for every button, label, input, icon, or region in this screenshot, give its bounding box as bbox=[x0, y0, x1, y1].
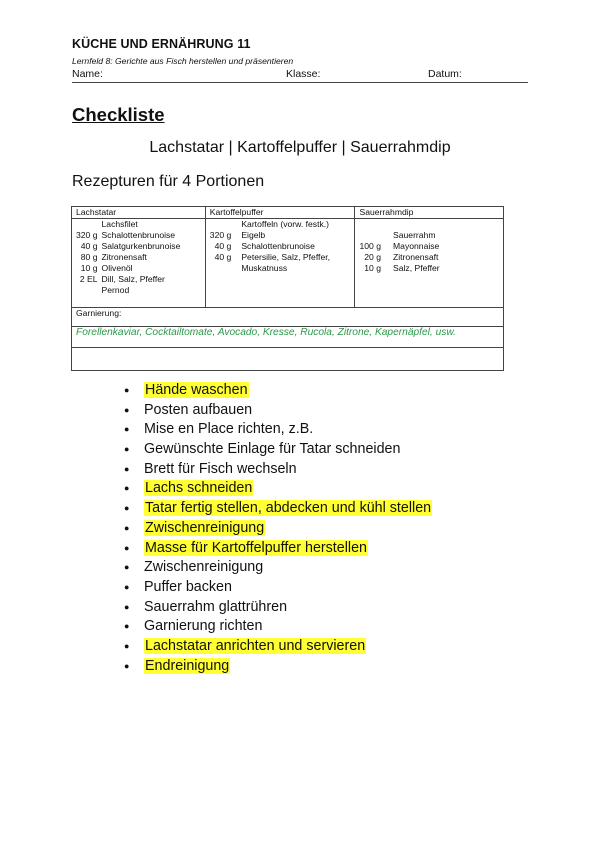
amount-line bbox=[76, 285, 98, 296]
bullet-icon: ● bbox=[124, 503, 130, 514]
bullet-icon: ● bbox=[124, 562, 130, 573]
kartoffelpuffer-ingredients bbox=[205, 219, 355, 308]
ingredient-line: Salz, Pfeffer bbox=[393, 263, 440, 273]
bullet-icon: ● bbox=[124, 621, 130, 632]
amount-line: 320 g bbox=[76, 230, 98, 240]
empty-row bbox=[72, 348, 504, 371]
lachstatar-items bbox=[102, 219, 181, 307]
student-info-line bbox=[72, 68, 528, 83]
sauerrahmdip-ingredients bbox=[355, 219, 504, 308]
col-header-kartoffelpuffer: Kartoffelpuffer bbox=[205, 207, 355, 219]
amount-line: 40 g bbox=[214, 252, 232, 262]
ingredient-line: Zitronensaft bbox=[101, 252, 147, 262]
amount-line: 100 g bbox=[359, 241, 381, 251]
checklist-item-text: Tatar fertig stellen, abdecken und kühl stellen bbox=[145, 500, 432, 517]
checklist-item-text: Zwischenreinigung bbox=[145, 519, 265, 536]
amount-line: 20 g bbox=[364, 252, 381, 262]
lernfeld-subtitle: Lernfeld 8: Gerichte aus Fisch herstellen und präsentieren bbox=[72, 56, 294, 66]
ingredient-line: Salatgurkenbrunoise bbox=[101, 241, 181, 251]
garnish-label: Garnierung: bbox=[72, 308, 504, 327]
name-label: Name: bbox=[72, 68, 103, 80]
checklist-item-text: Masse für Kartoffelpuffer herstellen bbox=[145, 539, 367, 556]
recipe-table bbox=[71, 206, 504, 371]
checklist-item bbox=[124, 657, 432, 677]
bullet-icon: ● bbox=[124, 581, 130, 592]
checklist-item-text: Brett für Fisch wechseln bbox=[144, 460, 297, 477]
bullet-icon: ● bbox=[124, 522, 130, 533]
ingredient-line: Zitronensaft bbox=[393, 252, 439, 262]
checklist-item bbox=[124, 539, 432, 559]
ingredient-line: Petersilie, Salz, Pfeffer, bbox=[241, 252, 330, 262]
dishes-line: Lachstatar | Kartoffelpuffer | Sauerrahmdip bbox=[149, 139, 451, 156]
portions-heading: Rezepturen für 4 Portionen bbox=[72, 173, 265, 190]
amount-line: 40 g bbox=[80, 241, 98, 251]
checklist-item-text: Hände waschen bbox=[145, 382, 248, 398]
amount-line bbox=[210, 219, 232, 230]
amount-line: 10 g bbox=[364, 263, 381, 273]
ingredient-line: Sauerrahm bbox=[393, 230, 436, 240]
amount-line bbox=[359, 219, 381, 230]
checklist-item-text: Lachstatar anrichten und servieren bbox=[145, 637, 366, 654]
amount-line: 40 g bbox=[214, 241, 232, 251]
lachstatar-amounts bbox=[76, 219, 98, 307]
task-checklist bbox=[124, 381, 432, 676]
amount-line: 80 g bbox=[80, 252, 98, 262]
checklist-item-text: Garnierung richten bbox=[144, 618, 263, 635]
date-label: Datum: bbox=[428, 68, 462, 80]
amount-line bbox=[359, 230, 381, 241]
ingredient-line: Muskatnuss bbox=[241, 263, 288, 273]
ingredient-line: Olivenöl bbox=[101, 263, 133, 273]
bullet-icon: ● bbox=[124, 463, 130, 474]
ingredient-line: Eigelb bbox=[241, 230, 266, 240]
checklist-item-text: Gewünschte Einlage für Tatar schneiden bbox=[144, 441, 401, 458]
checklist-item-text: Puffer backen bbox=[144, 578, 232, 595]
checklist-item-text: Sauerrahm glattrühren bbox=[144, 598, 288, 615]
col-header-lachstatar: Lachstatar bbox=[72, 207, 206, 219]
checklist-item bbox=[124, 420, 432, 440]
checklist-item bbox=[124, 499, 432, 519]
ingredient-line: Pernod bbox=[101, 285, 130, 295]
checklist-item bbox=[124, 519, 432, 539]
kartoffelpuffer-items bbox=[241, 219, 330, 274]
checklist-item-text: Mise en Place richten, z.B. bbox=[144, 421, 314, 438]
checklist-item-text: Posten aufbauen bbox=[144, 401, 253, 418]
checklist-item bbox=[124, 460, 432, 480]
lachstatar-ingredients bbox=[72, 219, 206, 308]
checklist-item-text: Lachs schneiden bbox=[145, 480, 253, 497]
ingredient-line: Mayonnaise bbox=[393, 241, 440, 251]
ingredient-line bbox=[393, 219, 440, 230]
bullet-icon: ● bbox=[124, 640, 130, 651]
ingredient-line: Lachsfilet bbox=[101, 219, 138, 229]
bullet-icon: ● bbox=[124, 404, 130, 415]
col-header-sauerrahmdip: Sauerrahmdip bbox=[355, 207, 504, 219]
checklist-item-text: Endreinigung bbox=[145, 657, 230, 674]
amount-line bbox=[76, 219, 98, 230]
bullet-icon: ● bbox=[124, 444, 130, 455]
sauerrahmdip-amounts bbox=[359, 219, 381, 274]
page-title: Checkliste bbox=[72, 104, 165, 125]
checklist-item bbox=[124, 598, 432, 618]
checklist-item bbox=[124, 637, 432, 657]
ingredient-line: Schalottenbrunoise bbox=[241, 241, 315, 251]
bullet-icon: ● bbox=[124, 483, 130, 494]
bullet-icon: ● bbox=[124, 660, 130, 671]
checklist-item bbox=[124, 479, 432, 499]
checklist-item-text: Zwischenreinigung bbox=[144, 559, 264, 576]
amount-line: 10 g bbox=[80, 263, 98, 273]
amount-line bbox=[76, 296, 98, 307]
ingredient-line: Kartoffeln (vorw. festk.) bbox=[241, 219, 330, 229]
sauerrahmdip-items bbox=[393, 219, 440, 274]
garnish-items: Forellenkaviar, Cocktailtomate, Avocado, Kresse, Rucola, Zitrone, Kapernäpfel, usw. bbox=[72, 327, 504, 348]
bullet-icon: ● bbox=[124, 542, 130, 553]
checklist-item bbox=[124, 381, 432, 401]
checklist-item bbox=[124, 440, 432, 460]
ingredient-line: Schalottenbrunoise bbox=[101, 230, 176, 240]
kartoffelpuffer-amounts bbox=[210, 219, 232, 274]
bullet-icon: ● bbox=[124, 385, 130, 395]
course-title: KÜCHE UND ERNÄHRUNG 11 bbox=[72, 37, 251, 51]
class-label: Klasse: bbox=[286, 68, 321, 80]
amount-line: 2 EL bbox=[79, 274, 98, 284]
ingredient-line: Dill, Salz, Pfeffer bbox=[101, 274, 165, 284]
checklist-item bbox=[124, 578, 432, 598]
checklist-item bbox=[124, 401, 432, 421]
bullet-icon: ● bbox=[124, 601, 130, 612]
bullet-icon: ● bbox=[124, 424, 130, 435]
checklist-item bbox=[124, 558, 432, 578]
amount-line: 320 g bbox=[209, 230, 232, 240]
checklist-item bbox=[124, 617, 432, 637]
